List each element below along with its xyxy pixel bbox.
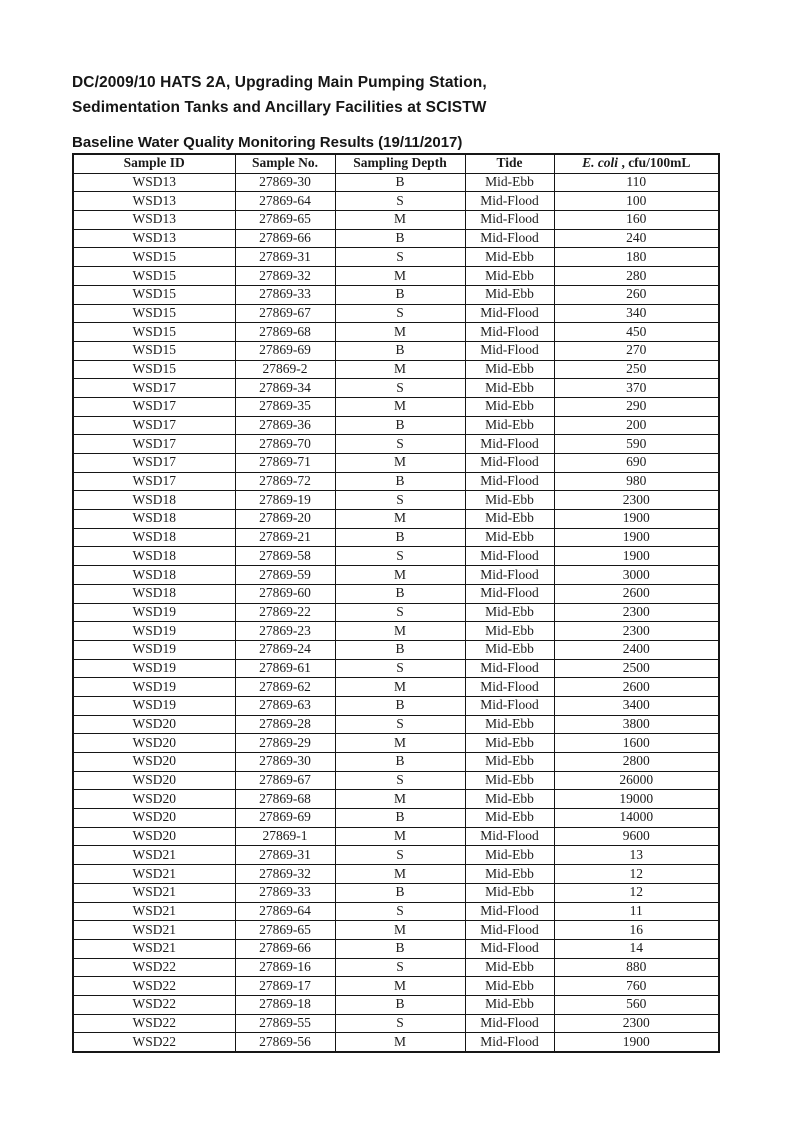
table-row [73,510,719,529]
cell-sample-id: WSD19 [73,640,235,659]
cell-sample-no: 27869-66 [235,939,335,958]
cell-sample-no: 27869-68 [235,790,335,809]
cell-ecoli: 240 [554,229,719,248]
cell-tide: Mid-Flood [465,472,554,491]
table-row [73,472,719,491]
cell-sample-id: WSD18 [73,528,235,547]
cell-ecoli: 270 [554,341,719,360]
table-row [73,528,719,547]
cell-sample-no: 27869-69 [235,341,335,360]
cell-sampling-depth: B [335,416,465,435]
cell-ecoli: 2300 [554,622,719,641]
cell-sample-no: 27869-24 [235,640,335,659]
cell-sample-no: 27869-69 [235,809,335,828]
cell-sample-no: 27869-66 [235,229,335,248]
cell-sampling-depth: M [335,622,465,641]
cell-sample-id: WSD17 [73,472,235,491]
cell-sample-no: 27869-58 [235,547,335,566]
cell-ecoli: 13 [554,846,719,865]
cell-tide: Mid-Ebb [465,248,554,267]
cell-sampling-depth: B [335,528,465,547]
cell-sampling-depth: S [335,491,465,510]
cell-sample-no: 27869-16 [235,958,335,977]
cell-sampling-depth: B [335,883,465,902]
cell-sample-id: WSD17 [73,454,235,473]
cell-sample-no: 27869-63 [235,696,335,715]
cell-ecoli: 2400 [554,640,719,659]
cell-sampling-depth: M [335,827,465,846]
table-row [73,977,719,996]
cell-sample-no: 27869-31 [235,248,335,267]
cell-sample-id: WSD15 [73,341,235,360]
cell-sample-id: WSD15 [73,267,235,286]
table-row [73,883,719,902]
cell-sample-no: 27869-32 [235,865,335,884]
cell-ecoli: 9600 [554,827,719,846]
cell-sample-id: WSD21 [73,846,235,865]
cell-sample-id: WSD13 [73,192,235,211]
cell-sample-no: 27869-1 [235,827,335,846]
cell-ecoli: 760 [554,977,719,996]
cell-sample-id: WSD17 [73,416,235,435]
cell-tide: Mid-Flood [465,435,554,454]
table-row [73,790,719,809]
document-title-line1: DC/2009/10 HATS 2A, Upgrading Main Pumping Station, [72,74,487,91]
cell-tide: Mid-Ebb [465,640,554,659]
cell-sampling-depth: M [335,510,465,529]
cell-sample-id: WSD21 [73,865,235,884]
cell-ecoli: 19000 [554,790,719,809]
cell-sampling-depth: M [335,921,465,940]
cell-sampling-depth: S [335,192,465,211]
cell-sample-id: WSD20 [73,827,235,846]
cell-sample-no: 27869-23 [235,622,335,641]
cell-ecoli: 290 [554,397,719,416]
cell-sample-id: WSD19 [73,603,235,622]
cell-sampling-depth: B [335,584,465,603]
table-row [73,211,719,230]
cell-sampling-depth: S [335,304,465,323]
table-row [73,454,719,473]
table-row [73,547,719,566]
cell-sampling-depth: B [335,753,465,772]
table-row [73,902,719,921]
cell-sample-id: WSD19 [73,622,235,641]
cell-ecoli: 2600 [554,678,719,697]
cell-sampling-depth: B [335,640,465,659]
cell-sample-id: WSD20 [73,734,235,753]
cell-sample-id: WSD20 [73,715,235,734]
cell-ecoli: 200 [554,416,719,435]
cell-tide: Mid-Ebb [465,883,554,902]
table-row [73,360,719,379]
cell-tide: Mid-Flood [465,827,554,846]
cell-sample-no: 27869-35 [235,397,335,416]
cell-sampling-depth: S [335,958,465,977]
cell-sampling-depth: B [335,341,465,360]
table-row [73,939,719,958]
cell-sample-id: WSD20 [73,753,235,772]
cell-ecoli: 180 [554,248,719,267]
table-row [73,435,719,454]
cell-sample-id: WSD13 [73,229,235,248]
table-row [73,995,719,1014]
header-row [73,154,719,173]
cell-sample-no: 27869-28 [235,715,335,734]
cell-tide: Mid-Ebb [465,846,554,865]
document-title-line2: Sedimentation Tanks and Ancillary Facilities at SCISTW [72,99,487,116]
header-ecoli-species: E. coli [582,155,619,171]
cell-ecoli: 2300 [554,1014,719,1033]
cell-sample-id: WSD21 [73,939,235,958]
cell-sample-id: WSD13 [73,211,235,230]
cell-sample-id: WSD22 [73,958,235,977]
cell-ecoli: 280 [554,267,719,286]
cell-sampling-depth: S [335,603,465,622]
cell-sample-no: 27869-34 [235,379,335,398]
cell-tide: Mid-Ebb [465,603,554,622]
cell-sampling-depth: S [335,715,465,734]
cell-sampling-depth: B [335,809,465,828]
cell-ecoli: 450 [554,323,719,342]
cell-sample-no: 27869-65 [235,211,335,230]
header-ecoli-unit: , cfu/100mL [618,155,691,171]
cell-sampling-depth: M [335,790,465,809]
cell-tide: Mid-Ebb [465,416,554,435]
table-row [73,229,719,248]
table-row [73,491,719,510]
cell-ecoli: 880 [554,958,719,977]
cell-sample-no: 27869-71 [235,454,335,473]
cell-sampling-depth: S [335,846,465,865]
cell-sample-no: 27869-19 [235,491,335,510]
cell-sampling-depth: M [335,865,465,884]
cell-sample-id: WSD15 [73,323,235,342]
table-row [73,753,719,772]
cell-sample-no: 27869-31 [235,846,335,865]
cell-tide: Mid-Ebb [465,734,554,753]
table-row [73,397,719,416]
cell-sampling-depth: M [335,323,465,342]
cell-sampling-depth: M [335,454,465,473]
cell-sample-no: 27869-61 [235,659,335,678]
header-sample-no: Sample No. [235,154,335,173]
cell-tide: Mid-Ebb [465,771,554,790]
cell-sampling-depth: S [335,659,465,678]
cell-sample-no: 27869-64 [235,192,335,211]
cell-sample-no: 27869-22 [235,603,335,622]
table-row [73,285,719,304]
cell-ecoli: 14 [554,939,719,958]
cell-tide: Mid-Ebb [465,491,554,510]
cell-ecoli: 3000 [554,566,719,585]
cell-sampling-depth: S [335,435,465,454]
cell-sampling-depth: M [335,734,465,753]
table-row [73,696,719,715]
table-row [73,192,719,211]
results-table-body [73,173,719,1052]
cell-sampling-depth: M [335,360,465,379]
cell-tide: Mid-Ebb [465,173,554,192]
cell-sampling-depth: M [335,397,465,416]
table-row [73,715,719,734]
cell-sampling-depth: B [335,472,465,491]
cell-sample-id: WSD21 [73,921,235,940]
cell-tide: Mid-Flood [465,584,554,603]
cell-tide: Mid-Ebb [465,715,554,734]
table-row [73,958,719,977]
cell-sample-id: WSD20 [73,771,235,790]
cell-sample-id: WSD20 [73,790,235,809]
cell-tide: Mid-Ebb [465,995,554,1014]
cell-sample-no: 27869-68 [235,323,335,342]
cell-ecoli: 340 [554,304,719,323]
cell-sample-no: 27869-30 [235,173,335,192]
cell-sample-no: 27869-67 [235,304,335,323]
table-caption: Baseline Water Quality Monitoring Results (19/11/2017) [72,134,463,151]
cell-ecoli: 11 [554,902,719,921]
table-row [73,416,719,435]
cell-sampling-depth: B [335,173,465,192]
cell-ecoli: 14000 [554,809,719,828]
cell-sample-no: 27869-70 [235,435,335,454]
cell-sample-id: WSD18 [73,547,235,566]
cell-tide: Mid-Flood [465,323,554,342]
table-row [73,1014,719,1033]
table-row [73,640,719,659]
cell-sample-id: WSD19 [73,678,235,697]
cell-ecoli: 1900 [554,528,719,547]
cell-tide: Mid-Flood [465,1014,554,1033]
document-title [72,70,718,120]
table-row [73,865,719,884]
cell-tide: Mid-Flood [465,696,554,715]
cell-sampling-depth: S [335,547,465,566]
cell-sample-id: WSD19 [73,659,235,678]
cell-sampling-depth: B [335,229,465,248]
cell-tide: Mid-Flood [465,566,554,585]
cell-sample-id: WSD22 [73,977,235,996]
cell-sample-no: 27869-56 [235,1033,335,1052]
cell-sample-no: 27869-17 [235,977,335,996]
cell-sample-id: WSD21 [73,883,235,902]
cell-ecoli: 160 [554,211,719,230]
cell-sample-no: 27869-29 [235,734,335,753]
cell-ecoli: 2300 [554,603,719,622]
cell-ecoli: 12 [554,865,719,884]
table-row [73,584,719,603]
cell-tide: Mid-Flood [465,939,554,958]
cell-tide: Mid-Flood [465,902,554,921]
cell-sampling-depth: S [335,248,465,267]
cell-sample-id: WSD17 [73,397,235,416]
cell-sample-no: 27869-60 [235,584,335,603]
cell-ecoli: 1600 [554,734,719,753]
cell-sample-id: WSD15 [73,248,235,267]
table-row [73,173,719,192]
cell-ecoli: 250 [554,360,719,379]
cell-sampling-depth: M [335,211,465,230]
cell-tide: Mid-Ebb [465,809,554,828]
cell-tide: Mid-Flood [465,229,554,248]
cell-sampling-depth: M [335,267,465,286]
cell-tide: Mid-Ebb [465,360,554,379]
cell-sample-no: 27869-33 [235,285,335,304]
cell-ecoli: 370 [554,379,719,398]
cell-tide: Mid-Ebb [465,790,554,809]
cell-sample-id: WSD18 [73,566,235,585]
table-row [73,809,719,828]
cell-ecoli: 100 [554,192,719,211]
cell-ecoli: 690 [554,454,719,473]
cell-tide: Mid-Ebb [465,285,554,304]
cell-ecoli: 590 [554,435,719,454]
cell-ecoli: 2500 [554,659,719,678]
cell-ecoli: 260 [554,285,719,304]
cell-tide: Mid-Flood [465,304,554,323]
cell-ecoli: 3800 [554,715,719,734]
table-row [73,248,719,267]
cell-sample-id: WSD17 [73,435,235,454]
table-row [73,566,719,585]
cell-sample-id: WSD18 [73,510,235,529]
cell-sample-no: 27869-36 [235,416,335,435]
cell-tide: Mid-Flood [465,211,554,230]
header-sample-id: Sample ID [73,154,235,173]
table-row [73,846,719,865]
cell-sample-no: 27869-65 [235,921,335,940]
cell-ecoli: 16 [554,921,719,940]
cell-sampling-depth: B [335,939,465,958]
cell-sample-id: WSD13 [73,173,235,192]
table-row [73,678,719,697]
cell-tide: Mid-Flood [465,547,554,566]
cell-sample-id: WSD17 [73,379,235,398]
cell-ecoli: 980 [554,472,719,491]
cell-sampling-depth: S [335,379,465,398]
cell-ecoli: 560 [554,995,719,1014]
table-row [73,659,719,678]
cell-tide: Mid-Ebb [465,977,554,996]
cell-ecoli: 2300 [554,491,719,510]
cell-ecoli: 2600 [554,584,719,603]
cell-sampling-depth: M [335,1033,465,1052]
table-row [73,267,719,286]
cell-sample-id: WSD18 [73,491,235,510]
cell-tide: Mid-Ebb [465,958,554,977]
cell-sample-id: WSD15 [73,285,235,304]
cell-sampling-depth: M [335,566,465,585]
cell-ecoli: 110 [554,173,719,192]
cell-ecoli: 1900 [554,547,719,566]
cell-sampling-depth: B [335,696,465,715]
cell-tide: Mid-Ebb [465,397,554,416]
cell-sample-no: 27869-2 [235,360,335,379]
results-table [72,153,720,1053]
cell-sample-no: 27869-32 [235,267,335,286]
cell-sample-id: WSD19 [73,696,235,715]
cell-ecoli: 3400 [554,696,719,715]
cell-ecoli: 1900 [554,510,719,529]
cell-sampling-depth: S [335,1014,465,1033]
cell-tide: Mid-Ebb [465,267,554,286]
cell-sampling-depth: M [335,977,465,996]
table-row [73,921,719,940]
table-row [73,771,719,790]
table-row [73,827,719,846]
cell-sample-id: WSD22 [73,1014,235,1033]
table-row [73,734,719,753]
table-row [73,1033,719,1052]
cell-sample-no: 27869-21 [235,528,335,547]
cell-sample-no: 27869-18 [235,995,335,1014]
cell-sample-no: 27869-20 [235,510,335,529]
cell-ecoli: 12 [554,883,719,902]
cell-sample-id: WSD18 [73,584,235,603]
header-tide: Tide [465,154,554,173]
cell-tide: Mid-Flood [465,678,554,697]
cell-sample-no: 27869-62 [235,678,335,697]
cell-tide: Mid-Ebb [465,622,554,641]
cell-sample-id: WSD22 [73,1033,235,1052]
cell-sample-id: WSD20 [73,809,235,828]
table-row [73,379,719,398]
cell-sample-no: 27869-33 [235,883,335,902]
cell-tide: Mid-Flood [465,192,554,211]
cell-tide: Mid-Flood [465,921,554,940]
cell-tide: Mid-Ebb [465,510,554,529]
table-row [73,622,719,641]
cell-tide: Mid-Flood [465,341,554,360]
cell-tide: Mid-Flood [465,454,554,473]
cell-sample-id: WSD21 [73,902,235,921]
cell-tide: Mid-Ebb [465,379,554,398]
cell-sampling-depth: B [335,285,465,304]
cell-tide: Mid-Flood [465,1033,554,1052]
table-row [73,341,719,360]
cell-tide: Mid-Ebb [465,753,554,772]
cell-sampling-depth: S [335,771,465,790]
cell-sample-no: 27869-30 [235,753,335,772]
cell-sample-no: 27869-59 [235,566,335,585]
cell-sample-id: WSD15 [73,304,235,323]
cell-tide: Mid-Ebb [465,865,554,884]
cell-sample-no: 27869-72 [235,472,335,491]
cell-sample-no: 27869-67 [235,771,335,790]
cell-sample-id: WSD15 [73,360,235,379]
cell-ecoli: 1900 [554,1033,719,1052]
cell-sample-no: 27869-55 [235,1014,335,1033]
cell-sampling-depth: B [335,995,465,1014]
cell-sample-id: WSD22 [73,995,235,1014]
cell-sample-no: 27869-64 [235,902,335,921]
table-row [73,603,719,622]
cell-sampling-depth: S [335,902,465,921]
cell-tide: Mid-Flood [465,659,554,678]
table-row [73,323,719,342]
header-sampling-depth: Sampling Depth [335,154,465,173]
cell-sampling-depth: M [335,678,465,697]
header-ecoli [554,154,719,173]
cell-ecoli: 2800 [554,753,719,772]
cell-tide: Mid-Ebb [465,528,554,547]
table-row [73,304,719,323]
cell-ecoli: 26000 [554,771,719,790]
